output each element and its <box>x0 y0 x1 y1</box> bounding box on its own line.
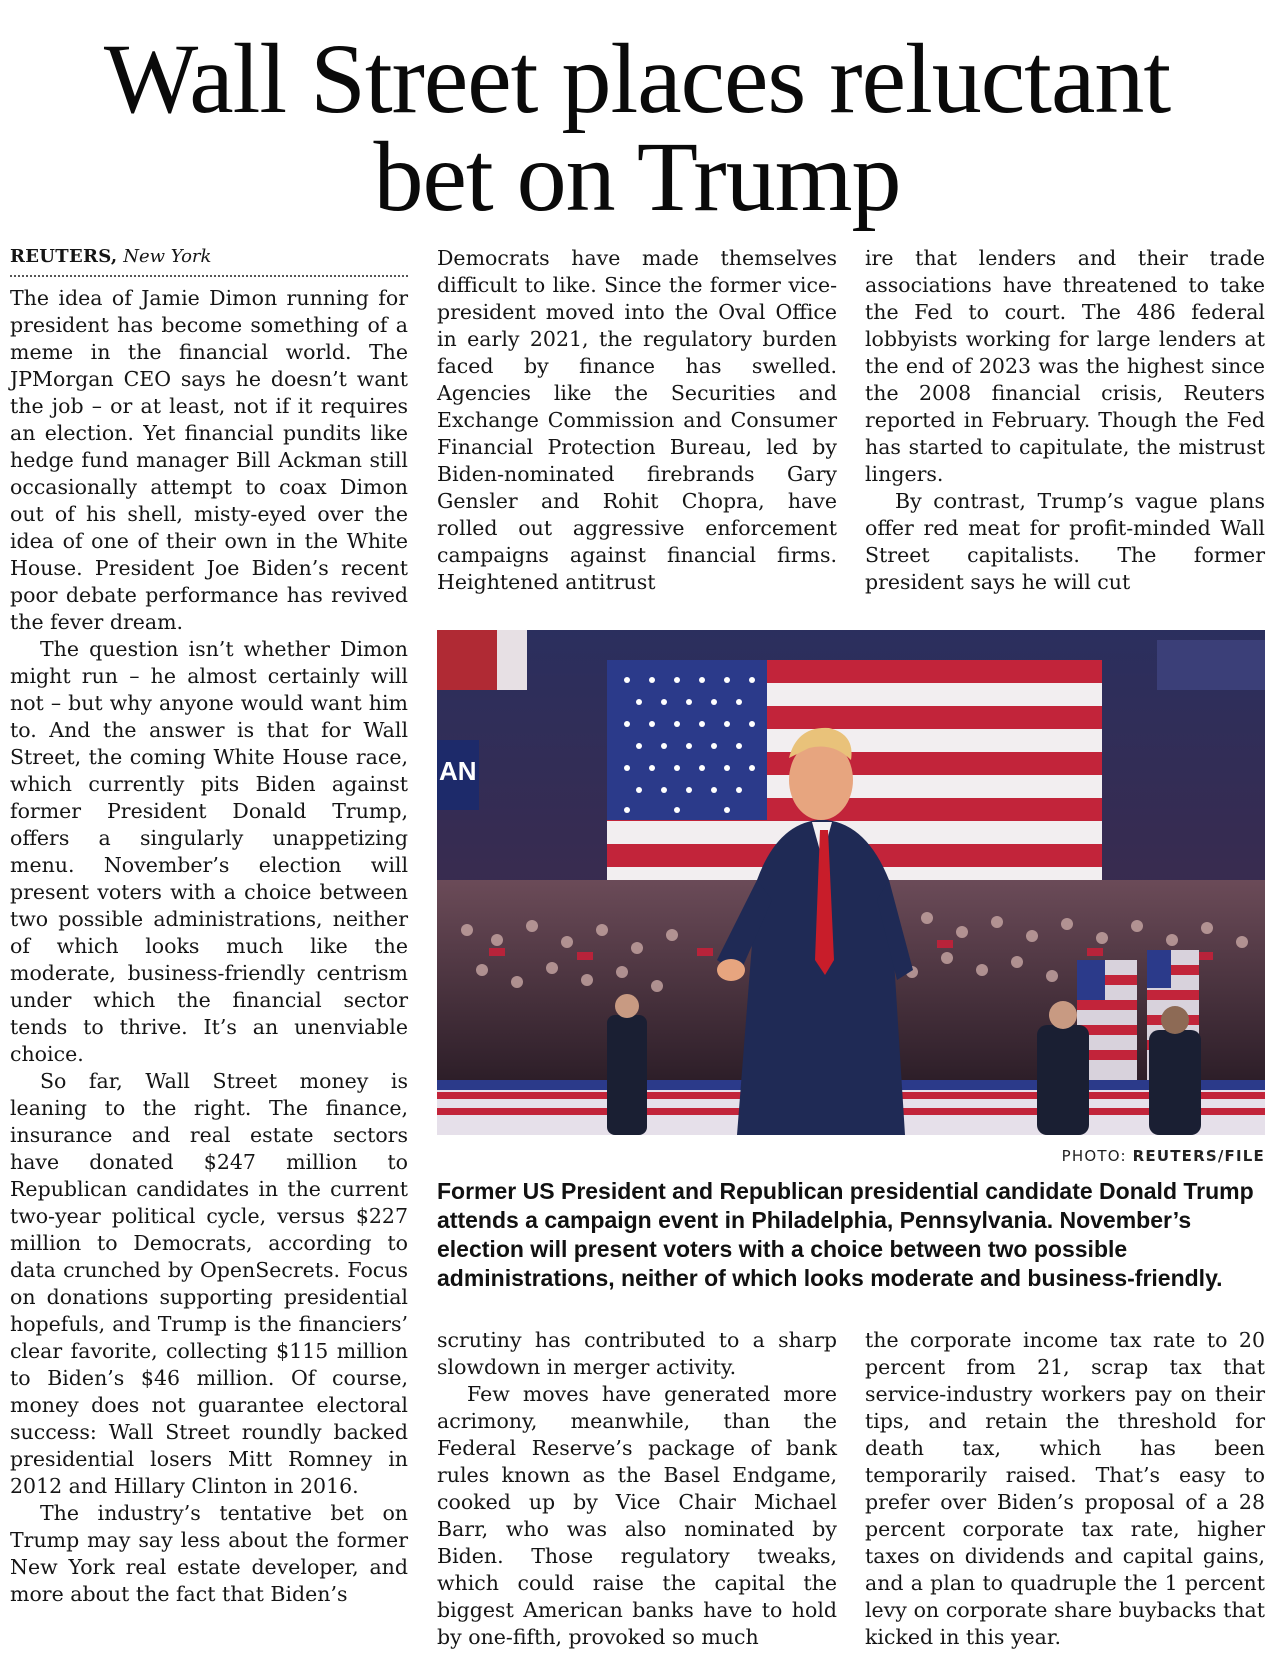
paragraph: The idea of Jamie Dimon running for president has become something of a meme in the financial world. The JPMorgan CEO says he doesn’t want the job – or at least, not if it requires an election. Yet financial pundits like hedge fund manager Bill Ackman still occasionally attempt to coax Dimon out of his shell, misty-eyed over the idea of one of their own in the White House. President Joe Biden’s recent poor debate performance has revived the fever dream. <box>10 286 408 634</box>
article-column-1 <box>10 245 408 1655</box>
headline-line-1: Wall Street places reluctant <box>103 23 1171 134</box>
photo-credit <box>437 1147 1265 1165</box>
rally-photo-illustration <box>437 630 1265 1135</box>
paragraph: The industry’s tentative bet on Trump may say less about the former New York real estate developer, and more about the fact that Biden’s <box>10 1501 408 1606</box>
photo-caption: Former US President and Republican presidential candidate Donald Trump attends a campaign event in Philadelphia, Pennsylvania. November’s election will present voters with a choice between two possible administrations, neither of which looks moderate and business-friendly. <box>437 1178 1254 1291</box>
paragraph: ire that lenders and their trade associations have threatened to take the Fed to court. The 486 federal lobbyists working for large lenders at the end of 2023 was the highest since the 2008 financial crisis, Reuters reported in February. Though the Fed has started to capitulate, the mistrust lingers. <box>865 246 1265 486</box>
ceiling-banner <box>497 630 527 690</box>
paragraph: By contrast, Trump’s vague plans offer red meat for profit-minded Wall Street capitalists. The former president says he will cut <box>865 489 1265 594</box>
headline-line-2: bet on Trump <box>373 121 901 232</box>
byline-divider <box>10 275 408 277</box>
article-column-3-bottom <box>865 1327 1265 1651</box>
news-photo <box>437 630 1265 1135</box>
byline <box>10 245 408 269</box>
paragraph: scrutiny has contributed to a sharp slowdown in merger activity. <box>437 1328 837 1379</box>
article-column-2-bottom <box>437 1327 837 1651</box>
headline <box>0 23 1274 232</box>
article-column-2-top <box>437 245 837 596</box>
paragraph: the corporate income tax rate to 20 percent from 21, scrap tax that service-industry workers pay on their tips, and retain the threshold for death tax, which has been temporarily raised. That’s easy to prefer over Biden’s proposal of a 28 percent corporate tax rate, higher taxes on dividends and capital gains, and a plan to quadruple the 1 percent levy on corporate share buybacks that kicked in this year. <box>865 1328 1265 1649</box>
byline-location: New York <box>123 246 212 267</box>
paragraph: So far, Wall Street money is leaning to the right. The finance, insurance and real estate sectors have donated $247 million to Republican candidates in the current two-year political cycle, versus $227 million to Democrats, according to data crunched by OpenSecrets. Focus on donations supporting presidential hopefuls, and Trump is the financiers’ clear favorite, collecting $115 million to Biden’s $46 million. Of course, money does not guarantee electoral success: Wall Street roundly backed presidential losers Mitt Romney in 2012 and Hillary Clinton in 2016. <box>10 1069 408 1498</box>
paragraph: Democrats have made themselves difficult to like. Since the former vice-president moved into the Oval Office in early 2021, the regulatory burden faced by finance has swelled. Agencies like the Securities and Exchange Commission and Consumer Financial Protection Bureau, led by Biden-nominated firebrands Gary Gensler and Rohit Chopra, have rolled out aggressive enforcement campaigns against financial firms. Heightened antitrust <box>437 246 837 594</box>
ceiling-banner <box>1157 640 1265 690</box>
article-column-3-top <box>865 245 1265 596</box>
photo-credit-source: REUTERS/FILE <box>1132 1147 1265 1165</box>
byline-agency: REUTERS, <box>10 246 118 267</box>
paragraph: The question isn’t whether Dimon might run – he almost certainly will not – but why anyone would want him to. And the answer is that for Wall Street, the coming White House race, which currently pits Biden against former President Donald Trump, offers a singularly unappetizing menu. November’s election will present voters with a choice between two possible administrations, neither of which looks much like the moderate, business-friendly centrism under which the financial sector tends to thrive. It’s an unenviable choice. <box>10 637 408 1066</box>
paragraph: Few moves have generated more acrimony, meanwhile, than the Federal Reserve’s package of bank rules known as the Basel Endgame, cooked up by Vice Chair Michael Barr, who was also nominated by Biden. Those regulatory tweaks, which could raise the capital the biggest American banks have to hold by one-fifth, provoked so much <box>437 1382 837 1649</box>
photo-credit-prefix: PHOTO: <box>1061 1147 1127 1165</box>
screen-sign-text: AN <box>439 756 477 786</box>
